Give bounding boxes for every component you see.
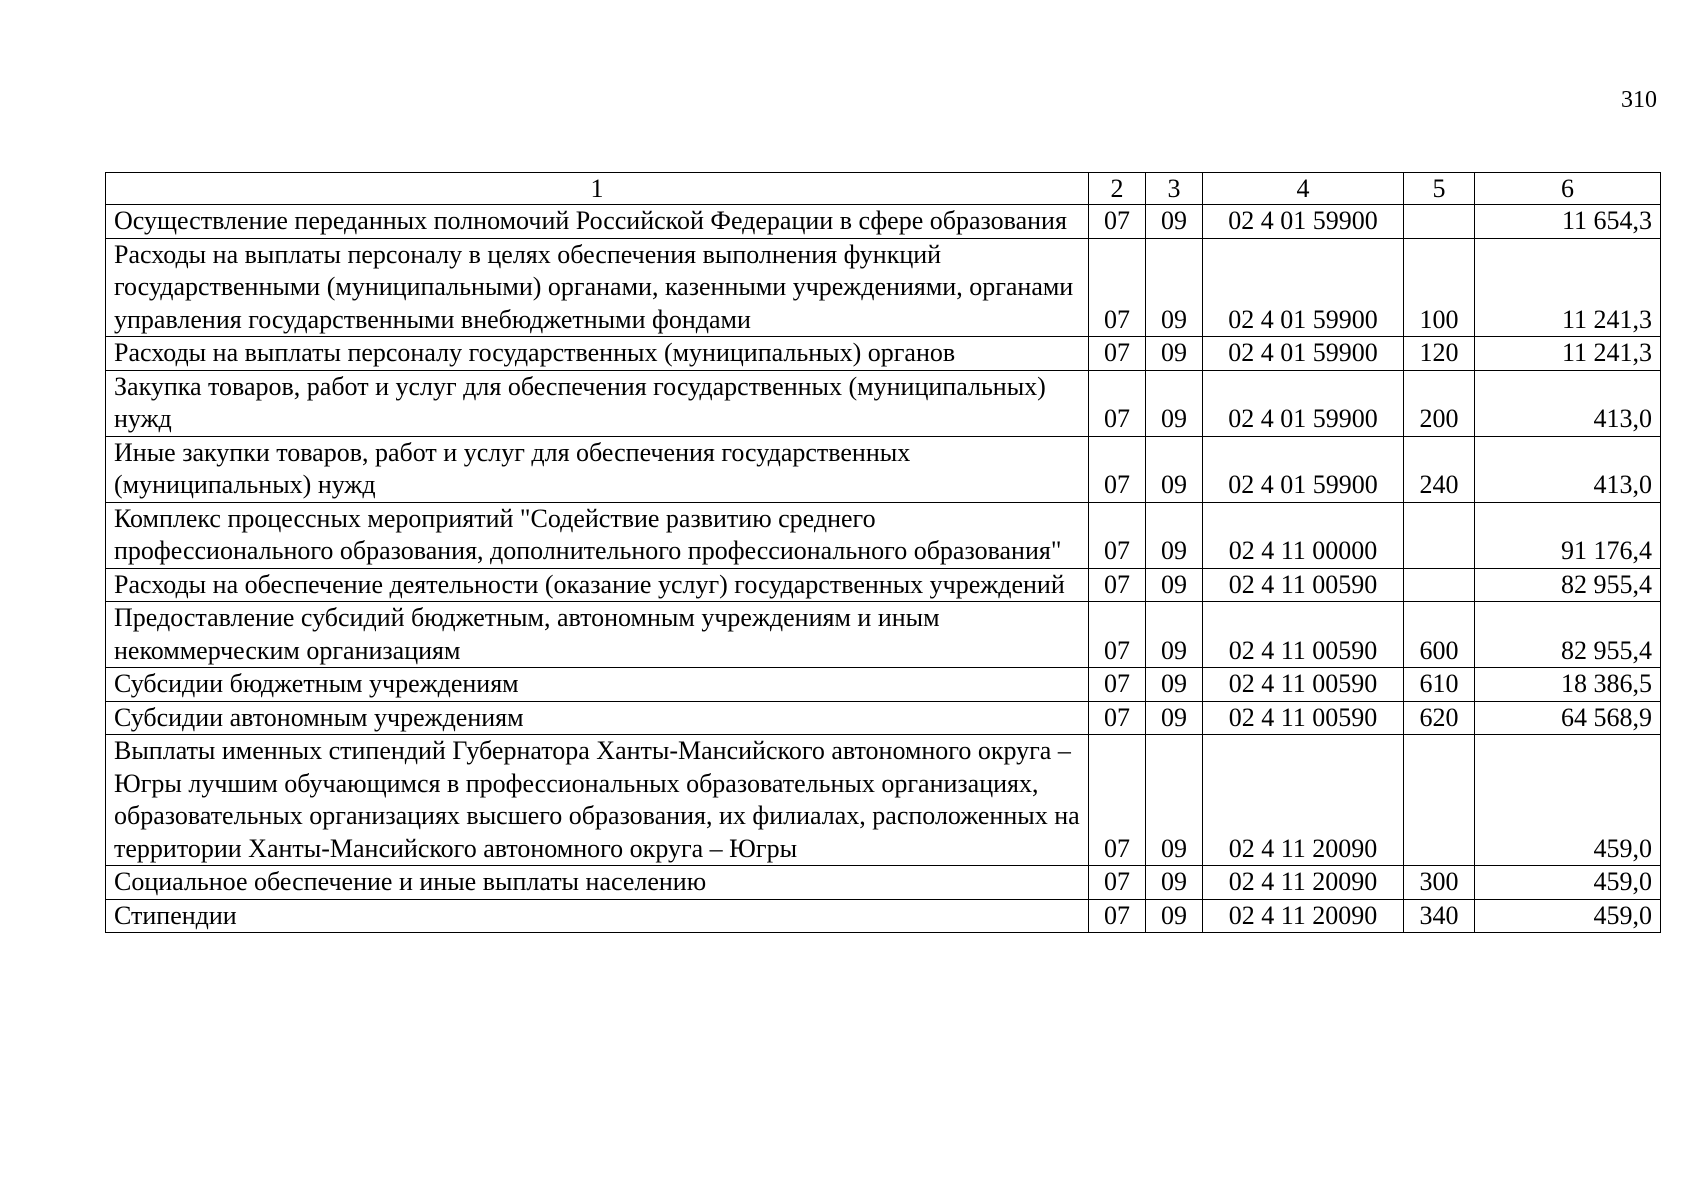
row-expense-type-cell xyxy=(1404,568,1475,602)
row-target-article-cell: 02 4 01 59900 xyxy=(1203,337,1404,371)
row-expense-type-cell: 240 xyxy=(1404,436,1475,502)
row-expense-type-cell: 600 xyxy=(1404,602,1475,668)
table-row xyxy=(106,866,1661,900)
table-row xyxy=(106,602,1661,668)
row-section-cell: 07 xyxy=(1089,735,1146,866)
table-row xyxy=(106,337,1661,371)
column-header-expense-type: 5 xyxy=(1404,173,1475,205)
row-section-cell: 07 xyxy=(1089,568,1146,602)
column-header-amount: 6 xyxy=(1475,173,1661,205)
row-subsection-cell: 09 xyxy=(1146,436,1203,502)
row-subsection-cell: 09 xyxy=(1146,866,1203,900)
row-name-cell: Предоставление субсидий бюджетным, автономным учреждениям и иным некоммерческим организациям xyxy=(106,602,1089,668)
row-amount-cell: 11 241,3 xyxy=(1475,238,1661,337)
row-expense-type-cell: 620 xyxy=(1404,701,1475,735)
row-name-cell: Расходы на выплаты персоналу в целях обеспечения выполнения функций государственными (муниципальными) органами, казенными учреждениями, органами управления государственными внебюджетными фондами xyxy=(106,238,1089,337)
row-name-cell: Социальное обеспечение и иные выплаты населению xyxy=(106,866,1089,900)
row-target-article-cell: 02 4 11 20090 xyxy=(1203,735,1404,866)
row-section-cell: 07 xyxy=(1089,337,1146,371)
row-subsection-cell: 09 xyxy=(1146,735,1203,866)
row-subsection-cell: 09 xyxy=(1146,701,1203,735)
column-header-target-article: 4 xyxy=(1203,173,1404,205)
row-target-article-cell: 02 4 11 00590 xyxy=(1203,701,1404,735)
row-expense-type-cell: 100 xyxy=(1404,238,1475,337)
row-target-article-cell: 02 4 11 00590 xyxy=(1203,602,1404,668)
row-target-article-cell: 02 4 11 00590 xyxy=(1203,568,1404,602)
row-name-cell: Субсидии бюджетным учреждениям xyxy=(106,668,1089,702)
table-row xyxy=(106,735,1661,866)
row-amount-cell: 11 654,3 xyxy=(1475,205,1661,239)
row-amount-cell: 18 386,5 xyxy=(1475,668,1661,702)
row-amount-cell: 459,0 xyxy=(1475,735,1661,866)
row-amount-cell: 64 568,9 xyxy=(1475,701,1661,735)
row-section-cell: 07 xyxy=(1089,899,1146,933)
row-subsection-cell: 09 xyxy=(1146,899,1203,933)
row-section-cell: 07 xyxy=(1089,502,1146,568)
row-subsection-cell: 09 xyxy=(1146,602,1203,668)
row-amount-cell: 82 955,4 xyxy=(1475,602,1661,668)
row-expense-type-cell: 340 xyxy=(1404,899,1475,933)
budget-table xyxy=(105,172,1661,933)
row-name-cell: Стипендии xyxy=(106,899,1089,933)
row-name-cell: Выплаты именных стипендий Губернатора Ханты-Мансийского автономного округа – Югры лучшим обучающимся в профессиональных образовательных организациях, образовательных организациях высшего образования, их филиалах, расположенных на территории Ханты-Мансийского автономного округа – Югры xyxy=(106,735,1089,866)
row-section-cell: 07 xyxy=(1089,701,1146,735)
row-amount-cell: 91 176,4 xyxy=(1475,502,1661,568)
row-section-cell: 07 xyxy=(1089,205,1146,239)
row-section-cell: 07 xyxy=(1089,238,1146,337)
row-name-cell: Расходы на выплаты персоналу государственных (муниципальных) органов xyxy=(106,337,1089,371)
table-row xyxy=(106,502,1661,568)
row-amount-cell: 82 955,4 xyxy=(1475,568,1661,602)
row-subsection-cell: 09 xyxy=(1146,205,1203,239)
row-target-article-cell: 02 4 11 20090 xyxy=(1203,899,1404,933)
row-name-cell: Комплекс процессных мероприятий "Содействие развитию среднего профессионального образования, дополнительного профессионального образования" xyxy=(106,502,1089,568)
row-section-cell: 07 xyxy=(1089,668,1146,702)
row-target-article-cell: 02 4 01 59900 xyxy=(1203,370,1404,436)
row-subsection-cell: 09 xyxy=(1146,568,1203,602)
row-section-cell: 07 xyxy=(1089,602,1146,668)
row-name-cell: Субсидии автономным учреждениям xyxy=(106,701,1089,735)
row-subsection-cell: 09 xyxy=(1146,370,1203,436)
table-row xyxy=(106,899,1661,933)
row-amount-cell: 459,0 xyxy=(1475,899,1661,933)
row-name-cell: Закупка товаров, работ и услуг для обеспечения государственных (муниципальных) нужд xyxy=(106,370,1089,436)
row-expense-type-cell: 200 xyxy=(1404,370,1475,436)
row-amount-cell: 413,0 xyxy=(1475,370,1661,436)
row-target-article-cell: 02 4 11 20090 xyxy=(1203,866,1404,900)
row-subsection-cell: 09 xyxy=(1146,337,1203,371)
column-header-name: 1 xyxy=(106,173,1089,205)
row-name-cell: Иные закупки товаров, работ и услуг для обеспечения государственных (муниципальных) нужд xyxy=(106,436,1089,502)
row-expense-type-cell xyxy=(1404,735,1475,866)
table-row xyxy=(106,701,1661,735)
row-subsection-cell: 09 xyxy=(1146,238,1203,337)
row-target-article-cell: 02 4 11 00590 xyxy=(1203,668,1404,702)
row-name-cell: Осуществление переданных полномочий Российской Федерации в сфере образования xyxy=(106,205,1089,239)
row-section-cell: 07 xyxy=(1089,866,1146,900)
row-target-article-cell: 02 4 01 59900 xyxy=(1203,436,1404,502)
page-number: 310 xyxy=(1621,87,1657,113)
row-amount-cell: 413,0 xyxy=(1475,436,1661,502)
row-expense-type-cell: 300 xyxy=(1404,866,1475,900)
row-expense-type-cell xyxy=(1404,205,1475,239)
row-target-article-cell: 02 4 01 59900 xyxy=(1203,205,1404,239)
row-expense-type-cell xyxy=(1404,502,1475,568)
table-row xyxy=(106,238,1661,337)
row-section-cell: 07 xyxy=(1089,436,1146,502)
row-amount-cell: 459,0 xyxy=(1475,866,1661,900)
row-expense-type-cell: 120 xyxy=(1404,337,1475,371)
table-row xyxy=(106,436,1661,502)
header-row xyxy=(106,173,1661,205)
row-amount-cell: 11 241,3 xyxy=(1475,337,1661,371)
row-name-cell: Расходы на обеспечение деятельности (оказание услуг) государственных учреждений xyxy=(106,568,1089,602)
column-header-section: 2 xyxy=(1089,173,1146,205)
column-header-subsection: 3 xyxy=(1146,173,1203,205)
row-target-article-cell: 02 4 11 00000 xyxy=(1203,502,1404,568)
row-target-article-cell: 02 4 01 59900 xyxy=(1203,238,1404,337)
row-section-cell: 07 xyxy=(1089,370,1146,436)
row-expense-type-cell: 610 xyxy=(1404,668,1475,702)
table-row xyxy=(106,370,1661,436)
table-row xyxy=(106,568,1661,602)
row-subsection-cell: 09 xyxy=(1146,668,1203,702)
table-row xyxy=(106,668,1661,702)
row-subsection-cell: 09 xyxy=(1146,502,1203,568)
table-row xyxy=(106,205,1661,239)
